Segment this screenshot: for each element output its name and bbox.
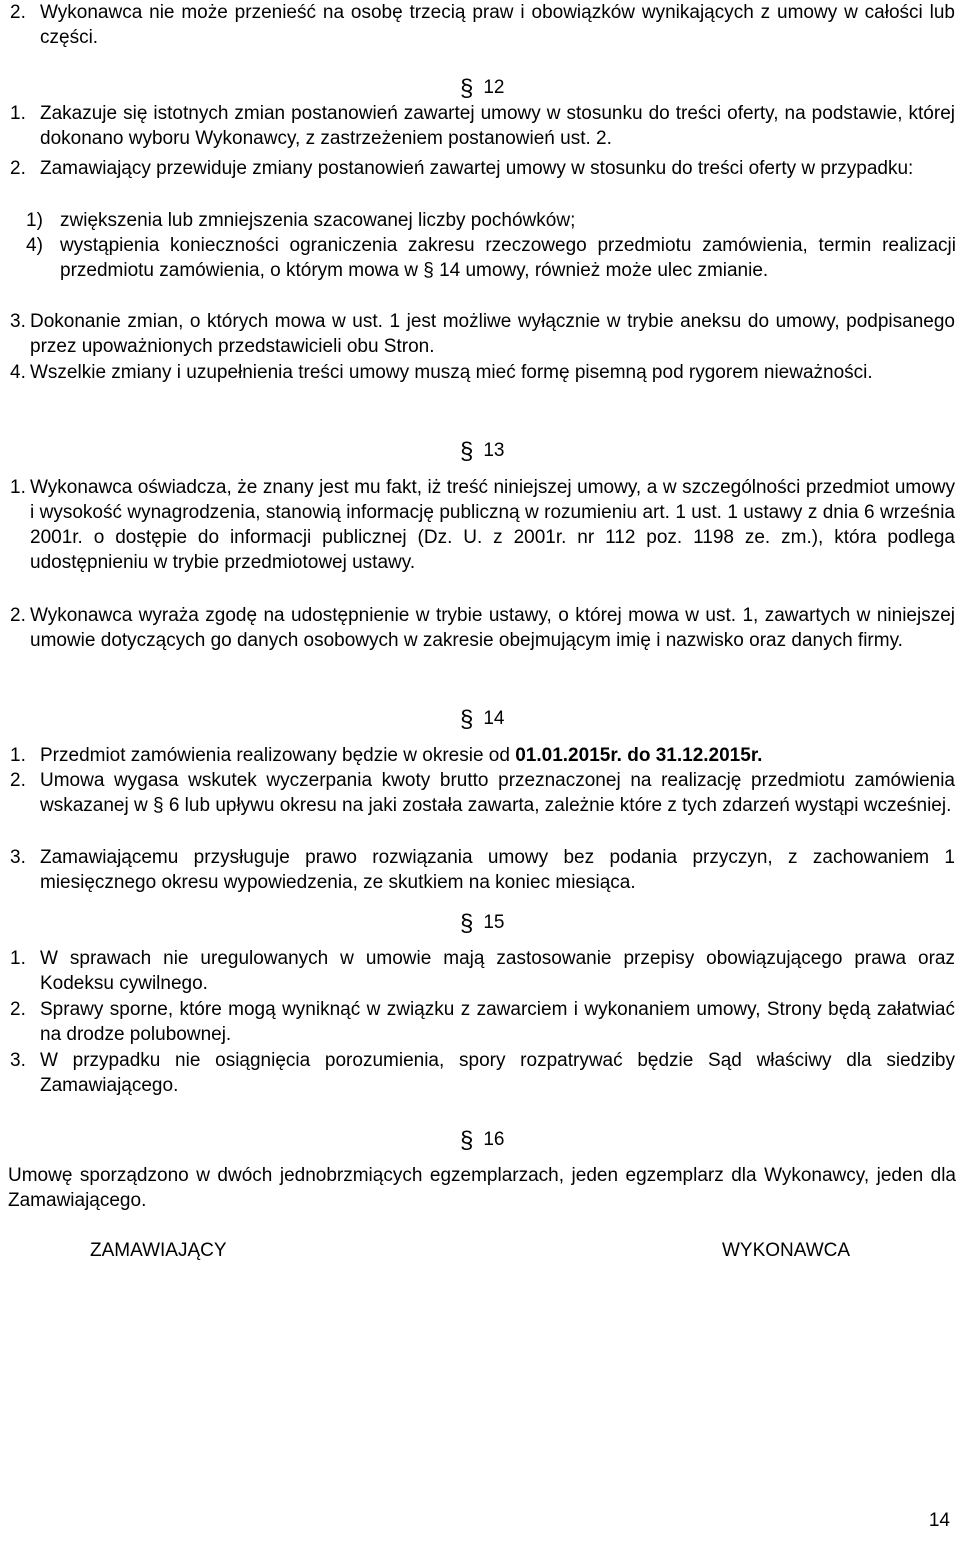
clause-text: Umowa wygasa wskutek wyczerpania kwoty brutto przeznaczonej na realizację przedmiotu zamówienia wskazanej w § 6 lub upływu okresu na jaki została zawarta, zależnie które z tych zdarzeń wystąpi wcześniej.: [40, 770, 955, 816]
section-heading-15: [460, 908, 505, 935]
section-heading-16: [460, 1125, 505, 1152]
section-number: 15: [483, 912, 505, 933]
clause-number: 2.: [10, 158, 26, 179]
clause-12-2-point-1: [26, 208, 956, 233]
section-number: 16: [483, 1129, 505, 1150]
contract-period: 01.01.2015r. do 31.12.2015r.: [515, 745, 763, 766]
section-number: 12: [483, 77, 505, 98]
clause-number: 3.: [10, 1050, 26, 1071]
clause-number: 2.: [10, 2, 26, 23]
clause-12-4: [10, 360, 955, 385]
clause-12-3: [10, 309, 955, 359]
clause-12-1: [10, 101, 955, 151]
clause-number: 3.: [10, 847, 26, 868]
clause-14-3: [10, 845, 955, 895]
clause-number: 1.: [10, 477, 26, 498]
section-symbol: §: [460, 910, 474, 937]
section-heading-12: [460, 73, 505, 100]
clause-text: Dokonanie zmian, o których mowa w ust. 1 jest możliwe wyłącznie w trybie aneksu do umowy, podpisanego przez upoważnionych przedstawicieli obu Stron.: [30, 311, 955, 357]
closing-paragraph: Umowę sporządzono w dwóch jednobrzmiących egzemplarzach, jeden egzemplarz dla Wykonawcy, jeden dla Zamawiającego.: [8, 1165, 956, 1211]
clause-text: Zamawiający przewiduje zmiany postanowień zawartej umowy w stosunku do treści oferty w przypadku:: [40, 158, 914, 179]
clause-number: 1.: [10, 948, 26, 969]
clause-text: Zakazuje się istotnych zmian postanowień zawartej umowy w stosunku do treści oferty, na podstawie, której dokonano wyboru Wykonawcy, z zastrzeżeniem postanowień ust. 2.: [40, 103, 955, 149]
section-heading-14: [460, 704, 505, 731]
clause-text: Wszelkie zmiany i uzupełnienia treści umowy muszą mieć formę pisemną pod rygorem nieważności.: [30, 362, 873, 383]
section-symbol: §: [460, 1127, 474, 1154]
clause-text: W sprawach nie uregulowanych w umowie mają zastosowanie przepisy obowiązującego prawa oraz Kodeksu cywilnego.: [40, 948, 955, 994]
point-text: zwiększenia lub zmniejszenia szacowanej liczby pochówków;: [60, 210, 576, 231]
section-symbol: §: [460, 438, 474, 465]
clause-text: Zamawiającemu przysługuje prawo rozwiązania umowy bez podania przyczyn, z zachowaniem 1 miesięcznego okresu wypowiedzenia, ze skutkiem na koniec miesiąca.: [40, 847, 955, 893]
clause-text: Wykonawca oświadcza, że znany jest mu fakt, iż treść niniejszej umowy, a w szczególności przedmiot umowy i wysokość wynagrodzenia, stanowią informację publiczną w rozumieniu art. 1 ust. 1 ustawy z dnia 6 września 2001r. o dostępie do informacji publicznej (Dz. U. z 2001r. nr 112 poz. 1198 ze. zm.), która podlega udostępnieniu w trybie przedmiotowej ustawy.: [30, 477, 955, 573]
clause-15-1: [10, 946, 955, 996]
signature-contracting-authority: ZAMAWIAJĄCY: [90, 1240, 227, 1261]
clause-number: 1.: [10, 103, 26, 124]
clause-number: 1.: [10, 745, 26, 766]
clause-number: 3.: [10, 311, 26, 332]
clause-12-2-point-4: [26, 233, 956, 283]
point-number: 4): [26, 235, 43, 256]
point-text: wystąpienia konieczności ograniczenia zakresu rzeczowego przedmiotu zamówienia, termin realizacji przedmiotu zamówienia, o którym mowa w § 14 umowy, również może ulec zmianie.: [60, 235, 956, 281]
clause-text: Sprawy sporne, które mogą wyniknąć w związku z zawarciem i wykonaniem umowy, Strony będą załatwiać na drodze polubownej.: [40, 999, 955, 1045]
signature-contractor: WYKONAWCA: [722, 1240, 851, 1261]
clause-number: 2.: [10, 605, 26, 626]
clause-text-plain: Przedmiot zamówienia realizowany będzie w okresie od: [40, 745, 516, 766]
section-number: 14: [483, 708, 505, 729]
clause-15-2: [10, 997, 955, 1047]
section-symbol: §: [460, 75, 474, 102]
clause-2: [10, 0, 955, 50]
clause-number: 4.: [10, 362, 26, 383]
section-number: 13: [483, 440, 505, 461]
clause-13-1: [10, 475, 955, 575]
clause-13-2: [10, 603, 955, 653]
clause-text: W przypadku nie osiągnięcia porozumienia, spory rozpatrywać będzie Sąd właściwy dla siedziby Zamawiającego.: [40, 1050, 955, 1096]
clause-15-3: [10, 1048, 955, 1098]
clause-number: 2.: [10, 770, 26, 791]
clause-14-1: [10, 743, 955, 768]
clause-text: [40, 743, 955, 768]
clause-text: Wykonawca nie może przenieść na osobę trzecią praw i obowiązków wynikających z umowy w całości lub części.: [40, 2, 955, 48]
clause-number: 2.: [10, 999, 26, 1020]
clause-text: Wykonawca wyraża zgodę na udostępnienie w trybie ustawy, o której mowa w ust. 1, zawartych w niniejszej umowie dotyczących go danych osobowych w zakresie obejmującym imię i nazwisko oraz danych firmy.: [30, 605, 955, 651]
page-number: 14: [928, 1510, 950, 1531]
point-number: 1): [26, 210, 43, 231]
clause-14-2: [10, 768, 955, 818]
section-symbol: §: [460, 706, 474, 733]
clause-12-2: [10, 156, 955, 181]
section-heading-13: [460, 436, 505, 463]
